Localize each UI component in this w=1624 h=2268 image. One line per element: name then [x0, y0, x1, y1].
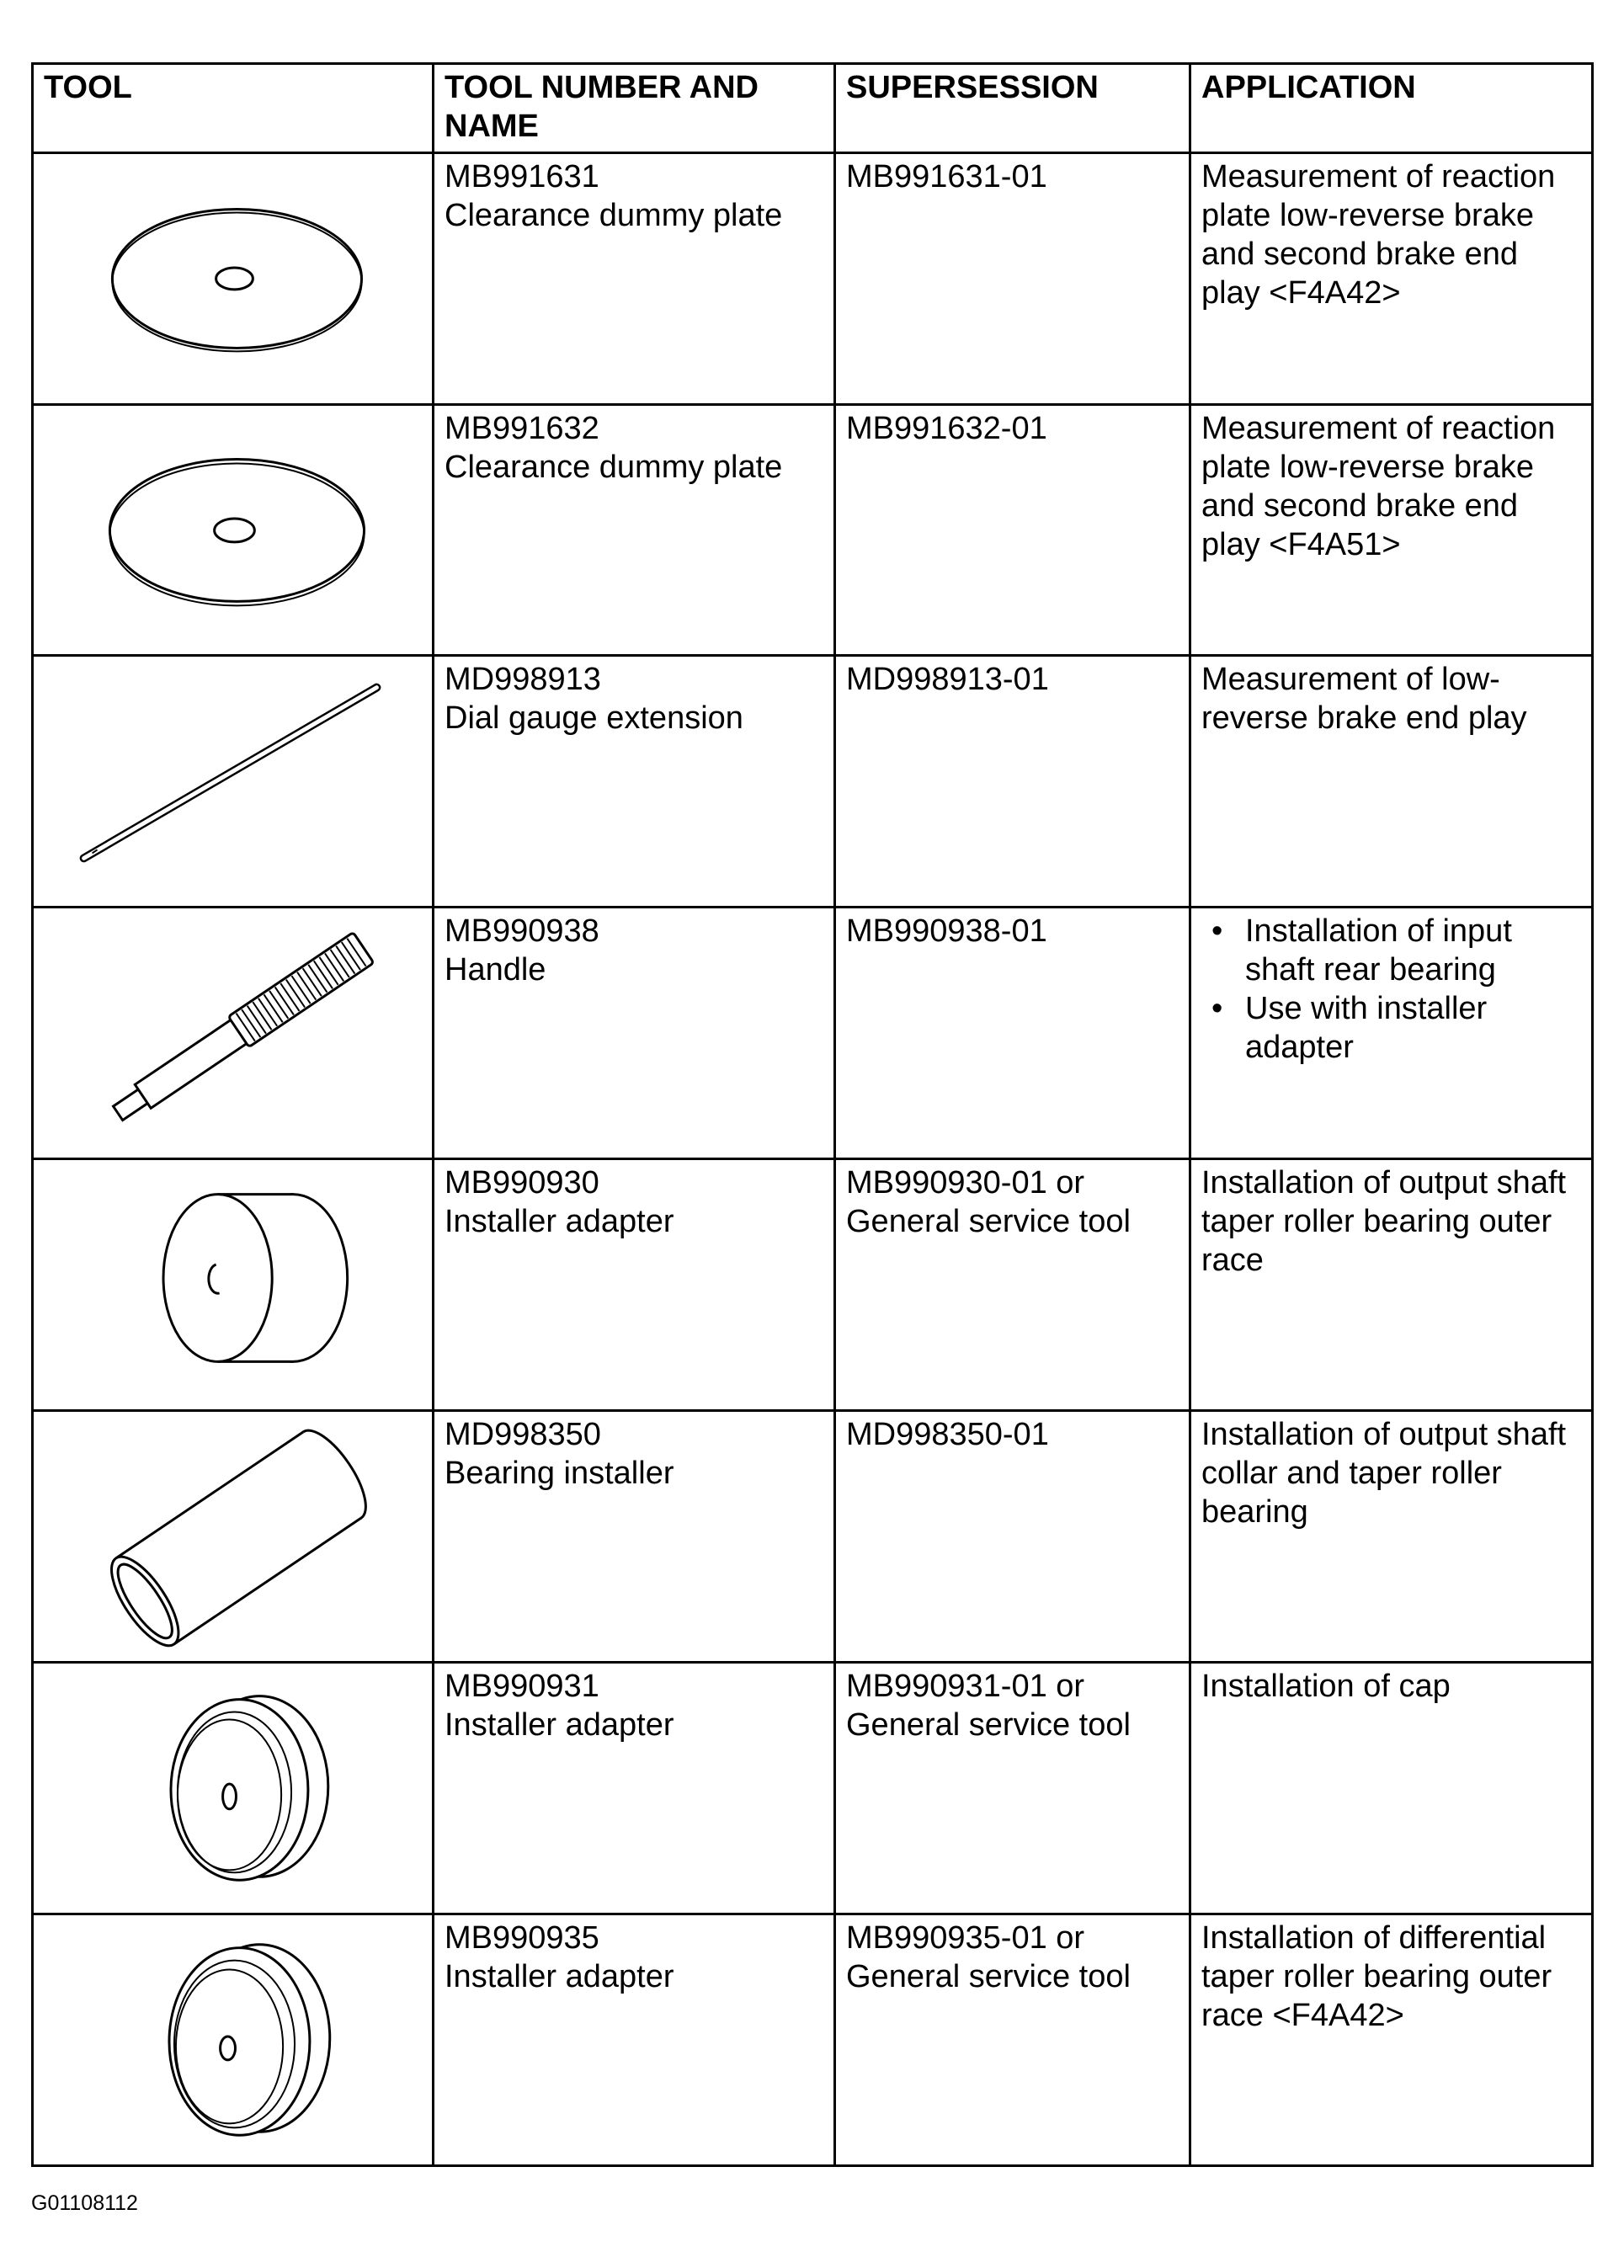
tool-number: MB990930: [445, 1165, 599, 1201]
table-row: [33, 1663, 1593, 1914]
supersession-line: MB990938-01: [846, 913, 1047, 950]
header-supersession: SUPERSESSION: [835, 64, 1190, 153]
tool-number-cell: [434, 908, 835, 1159]
application-line: shaft rear bearing: [1245, 952, 1496, 988]
header-tool-number-line-1: TOOL NUMBER AND: [445, 70, 759, 105]
application-cell: [1190, 152, 1593, 404]
tool-name: Clearance dummy plate: [445, 449, 783, 485]
application-line: • Installation of input: [1245, 913, 1512, 950]
application-line: race <F4A42>: [1201, 1998, 1404, 2034]
clearance-dummy-plate-icon: [34, 154, 432, 403]
application-line: Measurement of low-: [1201, 662, 1500, 698]
installer-adapter-icon: [34, 1664, 432, 1913]
supersession-cell: [835, 1411, 1190, 1663]
application-line: taper roller bearing outer: [1201, 1204, 1552, 1240]
supersession-line: MB990935-01 or: [846, 1920, 1085, 1957]
supersession-line: General service tool: [846, 1707, 1131, 1744]
tool-name: Installer adapter: [445, 1959, 674, 1995]
tool-image-cell: [33, 1914, 434, 2166]
application-cell: [1190, 1663, 1593, 1914]
header-tool: TOOL: [33, 64, 434, 153]
table-row: [33, 404, 1593, 656]
table-row: [33, 152, 1593, 404]
tool-image-cell: [33, 152, 434, 404]
application-cell: [1190, 656, 1593, 908]
application-cell: [1190, 1914, 1593, 2166]
application-cell: [1190, 1159, 1593, 1411]
tool-image-cell: [33, 908, 434, 1159]
supersession-cell: [835, 1663, 1190, 1914]
application-line: Installation of cap: [1201, 1669, 1451, 1705]
tool-name: Handle: [445, 952, 546, 988]
tool-image-cell: [33, 1663, 434, 1914]
tool-name: Dial gauge extension: [445, 700, 743, 737]
application-cell: [1190, 1411, 1593, 1663]
bearing-installer-icon: [34, 1412, 432, 1661]
tool-name: Installer adapter: [445, 1204, 674, 1240]
application-line: and second brake end: [1201, 487, 1519, 524]
application-line: Measurement of reaction: [1201, 158, 1556, 194]
header-application: APPLICATION: [1190, 64, 1593, 153]
application-bullet-list: [1201, 912, 1584, 1067]
tool-number-cell: [434, 1411, 835, 1663]
installer-adapter-icon: [34, 1915, 432, 2164]
supersession-cell: [835, 404, 1190, 656]
tool-number: MB991631: [445, 158, 599, 194]
tool-number: MB990938: [445, 913, 599, 950]
supersession-line: MB991631-01: [846, 158, 1047, 194]
table-row: [33, 908, 1593, 1159]
supersession-cell: [835, 1914, 1190, 2166]
tool-name: Bearing installer: [445, 1456, 674, 1492]
table-row: [33, 1411, 1593, 1663]
tool-number: MB990935: [445, 1920, 599, 1957]
tool-number-cell: [434, 404, 835, 656]
supersession-line: General service tool: [846, 1204, 1131, 1240]
tool-number: MD998350: [445, 1417, 601, 1453]
header-tool-number: [434, 64, 835, 153]
supersession-line: MB991632-01: [846, 410, 1047, 446]
application-line: race: [1201, 1243, 1264, 1279]
dial-gauge-extension-icon: [34, 657, 432, 906]
table-row: [33, 1159, 1593, 1411]
supersession-cell: [835, 152, 1190, 404]
installer-adapter-icon: [34, 1160, 432, 1409]
supersession-cell: [835, 656, 1190, 908]
tool-image-cell: [33, 656, 434, 908]
handle-icon: [34, 908, 432, 1158]
application-line: Installation of output shaft: [1201, 1165, 1567, 1201]
tool-number-cell: [434, 1159, 835, 1411]
application-line: plate low-reverse brake: [1201, 197, 1534, 233]
tool-number-cell: [434, 1914, 835, 2166]
special-tools-table: [31, 62, 1594, 2167]
application-line: • Use with installer: [1245, 991, 1488, 1027]
application-line: taper roller bearing outer: [1201, 1959, 1552, 1995]
list-item: [1245, 989, 1584, 1067]
application-line: play <F4A42>: [1201, 274, 1401, 311]
supersession-cell: [835, 908, 1190, 1159]
application-line: Installation of differential: [1201, 1920, 1547, 1957]
tool-number: MB991632: [445, 410, 599, 446]
application-line: play <F4A51>: [1201, 526, 1401, 562]
tool-number-cell: [434, 656, 835, 908]
application-cell: [1190, 404, 1593, 656]
application-line: plate low-reverse brake: [1201, 449, 1534, 485]
tool-name: Installer adapter: [445, 1707, 674, 1744]
tool-number-cell: [434, 1663, 835, 1914]
application-line: and second brake end: [1201, 236, 1519, 272]
tool-name: Clearance dummy plate: [445, 197, 783, 233]
header-row: [33, 64, 1593, 153]
figure-code: G01108112: [31, 2191, 138, 2215]
tool-number: MB990931: [445, 1669, 599, 1705]
application-line: reverse brake end play: [1201, 700, 1527, 737]
application-cell: [1190, 908, 1593, 1159]
tool-image-cell: [33, 404, 434, 656]
supersession-line: MB990930-01 or: [846, 1165, 1085, 1201]
supersession-line: MD998913-01: [846, 662, 1049, 698]
clearance-dummy-plate-icon: [34, 406, 432, 655]
table-row: [33, 1914, 1593, 2166]
table-row: [33, 656, 1593, 908]
application-line: adapter: [1245, 1030, 1354, 1066]
supersession-cell: [835, 1159, 1190, 1411]
supersession-line: MD998350-01: [846, 1417, 1049, 1453]
application-line: collar and taper roller: [1201, 1456, 1502, 1492]
application-line: bearing: [1201, 1494, 1308, 1531]
list-item: [1245, 912, 1584, 989]
supersession-line: General service tool: [846, 1959, 1131, 1995]
header-tool-number-line-2: NAME: [445, 109, 539, 144]
tool-number: MD998913: [445, 662, 601, 698]
application-line: Installation of output shaft: [1201, 1417, 1567, 1453]
tool-image-cell: [33, 1411, 434, 1663]
tool-image-cell: [33, 1159, 434, 1411]
supersession-line: MB990931-01 or: [846, 1669, 1085, 1705]
application-line: Measurement of reaction: [1201, 410, 1556, 446]
tool-number-cell: [434, 152, 835, 404]
